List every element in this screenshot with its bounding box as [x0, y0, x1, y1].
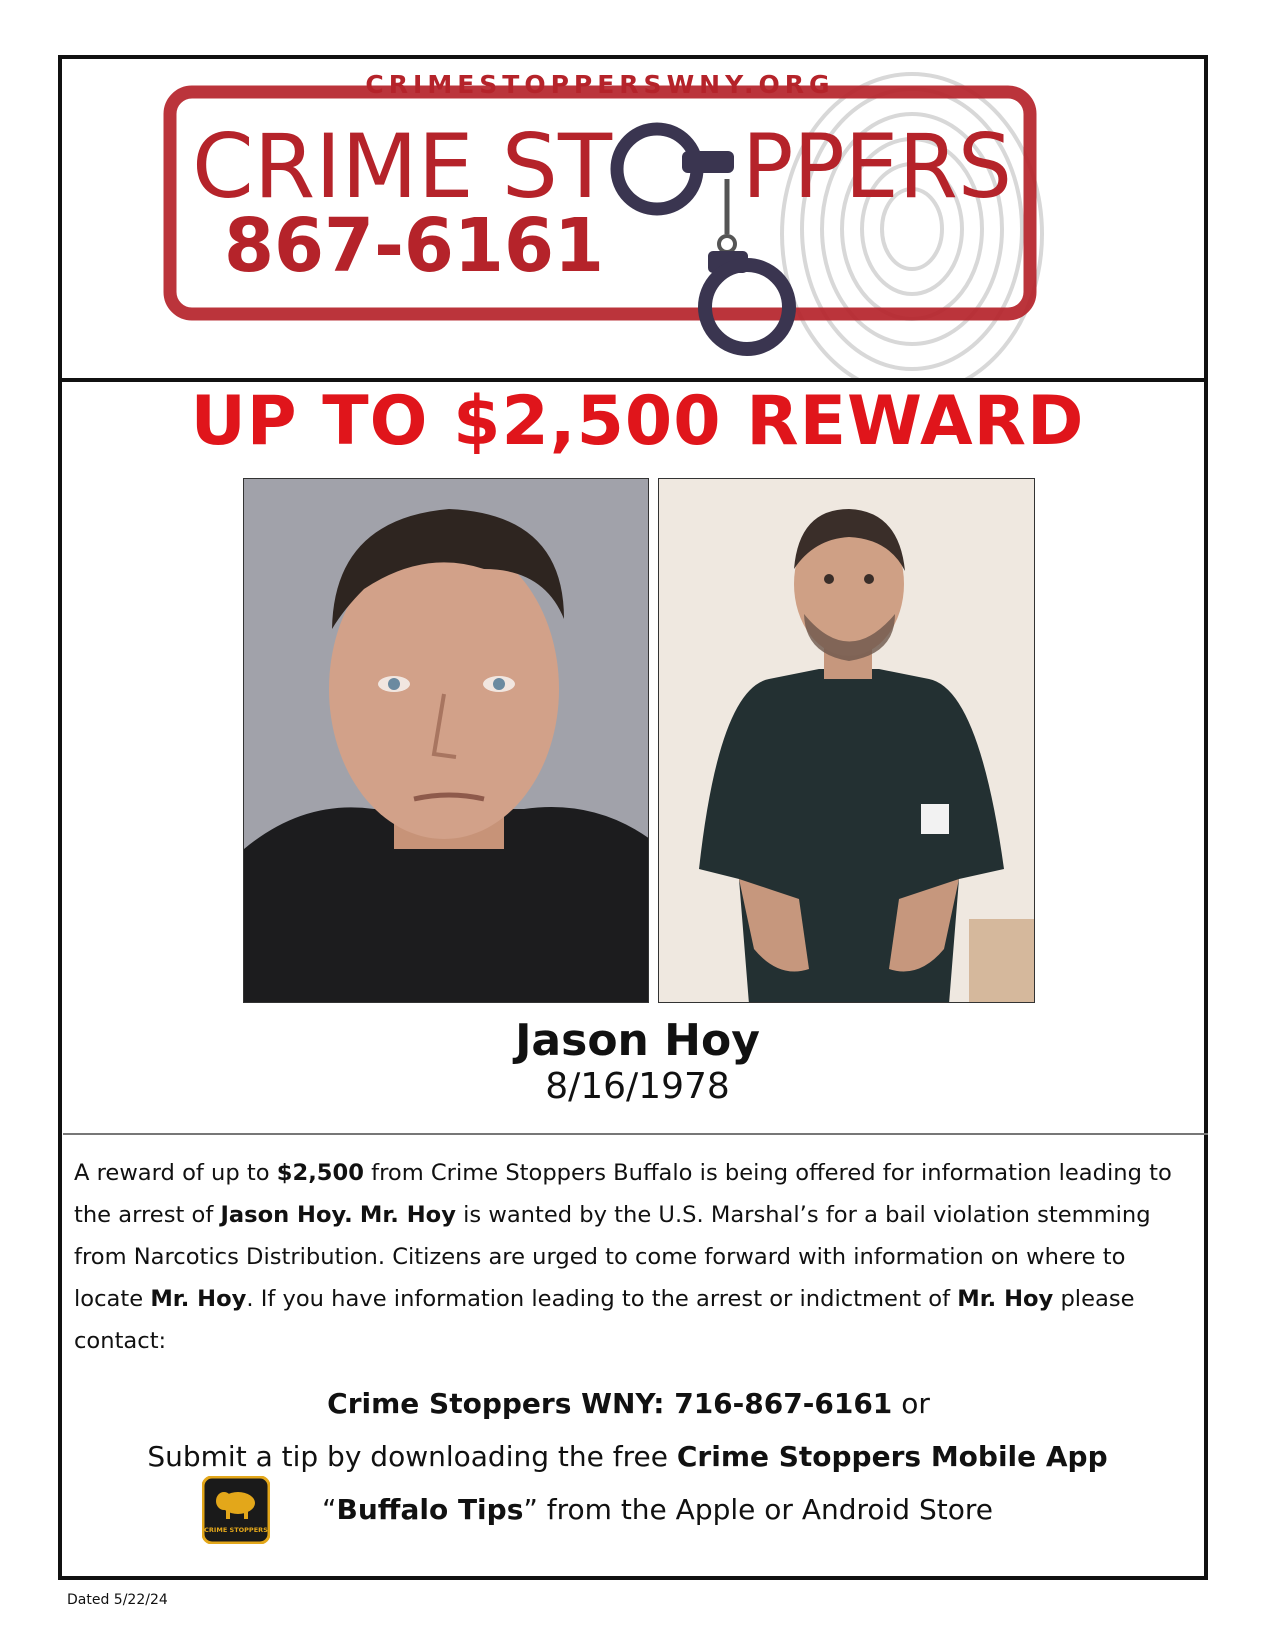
hotline-suffix: or: [892, 1387, 930, 1420]
body-text-segment: please contact:: [74, 1286, 1135, 1354]
crime-stoppers-logo: [62, 59, 1204, 382]
body-text-segment: A reward of up to: [74, 1160, 277, 1186]
logo-ppers-text: PPERS: [742, 115, 1012, 218]
divider-line: [63, 1133, 1208, 1135]
hotline-line: [0, 1387, 1266, 1420]
buffalo-tips-app-icon: [202, 1476, 270, 1544]
full-body-photo: [658, 478, 1035, 1003]
subject-name: Jason Hoy: [515, 1015, 760, 1066]
subject-ref-inline: Mr. Hoy: [150, 1286, 247, 1312]
app-icon-label: CRIME STOPPERS: [204, 1526, 268, 1534]
mobile-app-name: Crime Stoppers Mobile App: [676, 1440, 1108, 1473]
submit-tip-line: [0, 1440, 1265, 1473]
reward-description: [74, 1152, 1199, 1362]
submit-tip-text: Submit a tip by downloading the free: [147, 1440, 677, 1473]
body-text-segment: . If you have information leading to the arrest or indictment of: [246, 1286, 958, 1312]
dated-label: Dated 5/22/24: [67, 1592, 168, 1608]
person-photo-icon: [659, 479, 1035, 1003]
reward-amount: $2,500: [276, 1160, 364, 1186]
store-suffix-text: ” from the Apple or Android Store: [523, 1493, 993, 1526]
website-text: CRIMESTOPPERSWNY.ORG: [365, 70, 835, 99]
logo-crime-text: CRIME ST: [192, 115, 614, 218]
subject-ref-inline: Mr. Hoy: [957, 1286, 1054, 1312]
reward-title: UP TO $2,500 REWARD: [190, 382, 1085, 461]
person-photo-icon: [244, 479, 649, 1003]
subject-ref-inline: Mr. Hoy: [359, 1202, 456, 1228]
store-app-name: Buffalo Tips: [336, 1493, 524, 1526]
body-text-segment: from Crime Stoppers Buffalo is being offered for information leading to the arrest of: [74, 1160, 1172, 1228]
hotline-number[interactable]: Crime Stoppers WNY: 716-867-6161: [327, 1387, 893, 1420]
body-text-segment: is wanted by the U.S. Marshal’s for a bail violation stemming from Narcotics Distribution. Citizens are urged to come forward with information on where to locate: [74, 1202, 1151, 1312]
header-logo-area: [62, 59, 1204, 382]
quote-open: “: [322, 1493, 337, 1526]
body-text-segment: [353, 1202, 360, 1228]
mugshot-photo: [243, 478, 649, 1003]
subject-dob: 8/16/1978: [545, 1066, 730, 1107]
logo-phone-text: 867-6161: [224, 203, 604, 289]
subject-name-inline: Jason Hoy.: [220, 1202, 353, 1228]
